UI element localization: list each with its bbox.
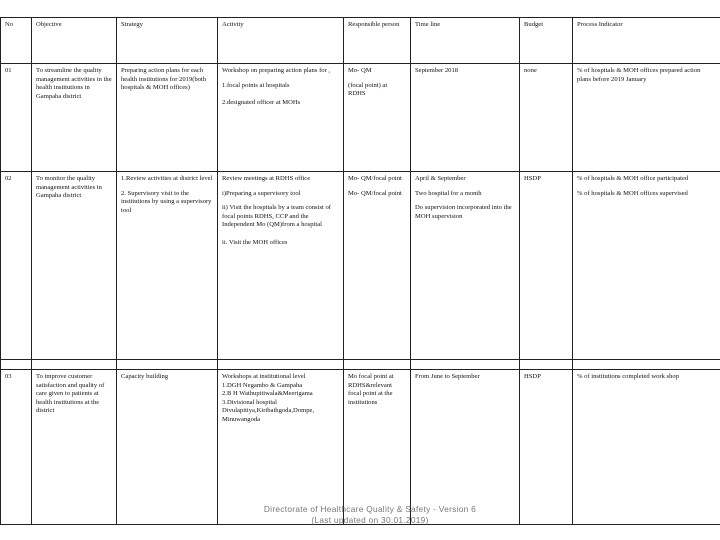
- header-process-indicator: Process Indicator: [573, 18, 720, 64]
- strategy-line: 1.Review activities at district level: [121, 175, 213, 182]
- responsible-line: Mo- QM/focal point: [348, 189, 402, 197]
- action-plan-table: [0, 17, 720, 525]
- responsible-cell: Mo focal point at RDHS&relevant focal point at the institutions: [344, 370, 411, 525]
- page-footer: [210, 504, 530, 526]
- timeline-line: Do supervision incorporated into the MOH supervision: [415, 204, 512, 220]
- budget-cell: HSDP: [520, 370, 573, 525]
- timeline-line: April & September: [415, 175, 466, 182]
- table-row: [1, 172, 720, 360]
- header-activity: Activity: [218, 18, 344, 64]
- responsible-line: Mo- QM: [348, 67, 372, 74]
- timeline-cell: September 2018: [411, 64, 520, 172]
- activity-line: Review meetings at RDHS office: [222, 175, 311, 182]
- responsible-cell: [344, 64, 411, 172]
- row-number: 03: [1, 370, 32, 525]
- activity-line: 2.designated officer at MOHs: [222, 99, 301, 107]
- header-budget: Budget: [520, 18, 573, 64]
- timeline-cell: From June to September: [411, 370, 520, 525]
- footer-version: Directorate of Healthcare Quality & Safety - Version 6: [263, 504, 477, 514]
- header-time-line: Time line: [411, 18, 520, 64]
- strategy-cell: [117, 172, 218, 360]
- objective-cell: To streamline the quality management activities in the health institutions in Gampaha district: [32, 64, 117, 172]
- objective-cell: To monitor the quality management activities in Gampaha district: [32, 172, 117, 360]
- responsible-line: Mo- QM/focal point: [348, 175, 402, 182]
- activity-cell: [218, 370, 344, 525]
- header-strategy: Strategy: [117, 18, 218, 64]
- row-number: 02: [1, 172, 32, 360]
- objective-cell: To improve customer satisfaction and quality of care given to patients at health institutions at the district: [32, 370, 117, 525]
- budget-cell: none: [520, 64, 573, 172]
- header-objective: Objective: [32, 18, 117, 64]
- responsible-line: (focal point) at RDHS: [348, 81, 388, 98]
- indicator-cell: [573, 172, 720, 360]
- indicator-line: % of hospitals & MOH offices supervised: [577, 189, 688, 197]
- activity-line: ii. Visit the MOH offices: [222, 238, 288, 246]
- table-row: [1, 370, 720, 525]
- activity-line: 1.focal points at hospitals: [222, 81, 290, 89]
- activity-line: Workshop on preparing action plans for ,: [222, 67, 331, 74]
- activity-line: ii) Visit the hospitals by a team consist of focal points RDHS, CCP and the Independent Mo (QM)from a hospital: [222, 204, 331, 229]
- indicator-cell: % of institutions completed work shop: [573, 370, 720, 525]
- timeline-line: Two hospital for a month: [415, 189, 482, 197]
- timeline-cell: [411, 172, 520, 360]
- activity-line: 1.DGH Negambo & Gampaha: [222, 381, 303, 389]
- indicator-cell: % of hospitals & MOH offices prepared action plans before 2019 January: [573, 64, 720, 172]
- budget-cell: HSDP: [520, 172, 573, 360]
- strategy-cell: Capacity building: [117, 370, 218, 525]
- activity-line: 3.Divisional hospital Divulapitiya,Kiribathgoda,Dompe, Minuwangoda: [222, 398, 315, 423]
- activity-line: i)Preparing a supervisory tool: [222, 189, 301, 197]
- activity-line: Workshops at institutional level: [222, 373, 306, 380]
- header-no: No: [1, 18, 32, 64]
- table-row: [1, 64, 720, 172]
- row-number: 01: [1, 64, 32, 172]
- strategy-cell: Preparing action plans for each health institutions for 2019(both hospitals & MOH offices): [117, 64, 218, 172]
- indicator-line: % of hospitals & MOH office participated: [577, 175, 689, 182]
- strategy-line: 2. Supervisory visit to the institutions by using a supervisory tool: [121, 189, 212, 214]
- responsible-cell: [344, 172, 411, 360]
- activity-cell: [218, 172, 344, 360]
- header-row: [1, 18, 720, 64]
- footer-updated: (Last updated on 30.01.2019): [311, 515, 429, 525]
- activity-line: 2.B H Wathupitiwala&Meerigama: [222, 390, 313, 398]
- spacer-row: [1, 360, 720, 370]
- header-responsible-person: Responsible person: [344, 18, 411, 64]
- activity-cell: [218, 64, 344, 172]
